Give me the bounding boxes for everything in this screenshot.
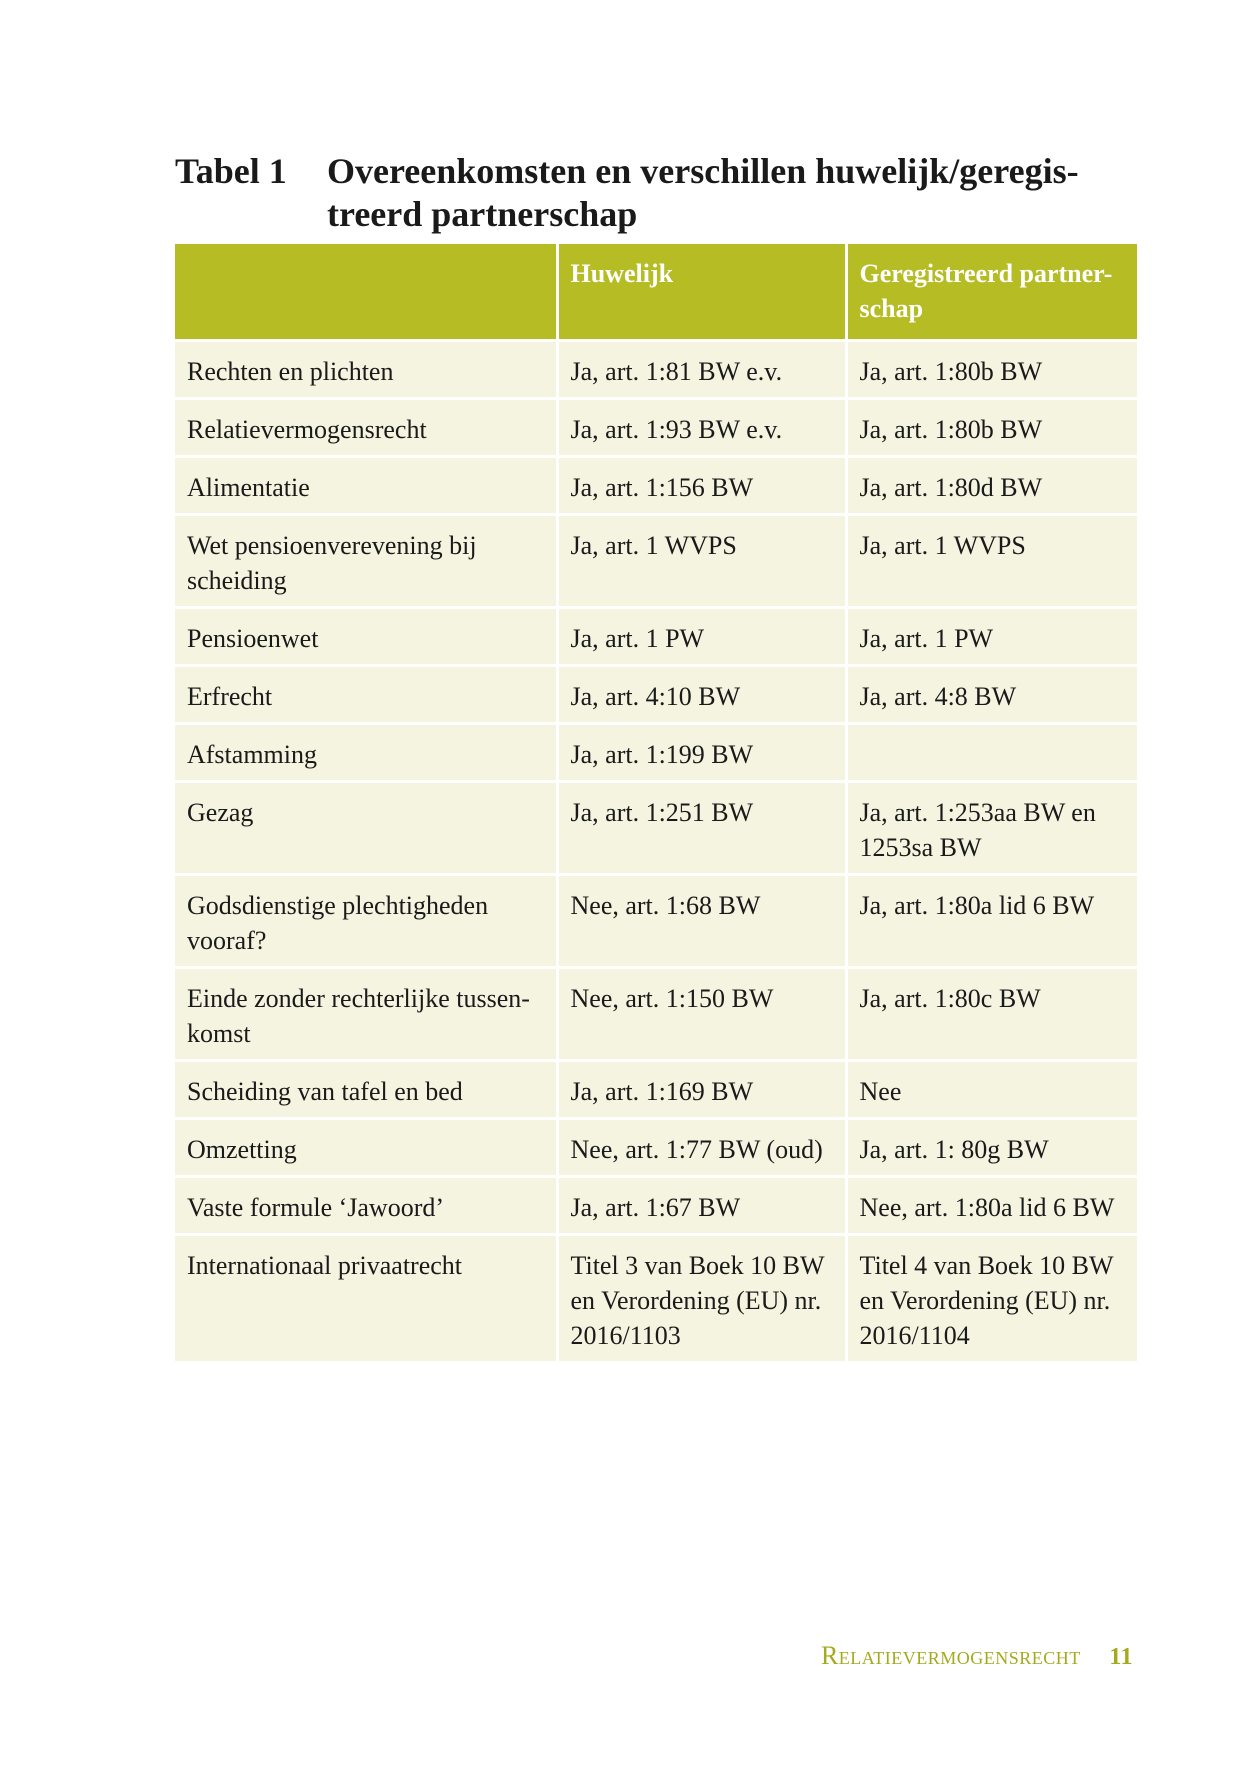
partnerschap-cell: Ja, art. 1 WVPS (846, 515, 1137, 608)
table-row (175, 1235, 1137, 1363)
table-row (175, 1061, 1137, 1119)
huwelijk-cell: Ja, art. 1 WVPS (557, 515, 846, 608)
row-label: Scheiding van tafel en bed (175, 1061, 557, 1119)
row-label: Rechten en plichten (175, 341, 557, 399)
row-label: Alimentatie (175, 457, 557, 515)
table-row (175, 875, 1137, 968)
partnerschap-cell: Ja, art. 1:80b BW (846, 341, 1137, 399)
page-number: 11 (1109, 1644, 1133, 1670)
table-row (175, 666, 1137, 724)
huwelijk-cell: Ja, art. 1:199 BW (557, 724, 846, 782)
partnerschap-cell: Ja, art. 1:80d BW (846, 457, 1137, 515)
table-row (175, 782, 1137, 875)
table-title (175, 150, 1135, 236)
partnerschap-cell: Ja, art. 1:253aa BW en 1253sa BW (846, 782, 1137, 875)
row-label: Afstamming (175, 724, 557, 782)
table-row (175, 515, 1137, 608)
huwelijk-cell: Ja, art. 1:81 BW e.v. (557, 341, 846, 399)
row-label: Relatievermogensrecht (175, 399, 557, 457)
partnerschap-cell: Ja, art. 1: 80g BW (846, 1119, 1137, 1177)
huwelijk-cell: Ja, art. 1:156 BW (557, 457, 846, 515)
header-cell-partnerschap: Geregistreerd partner-schap (846, 244, 1137, 341)
table-row (175, 968, 1137, 1061)
running-title: Relatievermogensrecht (820, 1641, 1081, 1670)
huwelijk-cell: Nee, art. 1:68 BW (557, 875, 846, 968)
row-label: Gezag (175, 782, 557, 875)
partnerschap-cell: Ja, art. 1 PW (846, 608, 1137, 666)
partnerschap-cell (846, 724, 1137, 782)
huwelijk-cell: Ja, art. 4:10 BW (557, 666, 846, 724)
huwelijk-cell: Ja, art. 1:67 BW (557, 1177, 846, 1235)
table-row (175, 457, 1137, 515)
huwelijk-cell: Ja, art. 1:251 BW (557, 782, 846, 875)
page-footer (821, 1641, 1133, 1671)
partnerschap-cell: Titel 4 van Boek 10 BW en Verordening (EU) nr. 2016/1104 (846, 1235, 1137, 1363)
table-row (175, 399, 1137, 457)
row-label: Pensioenwet (175, 608, 557, 666)
table-number: Tabel 1 (175, 151, 287, 191)
row-label: Erfrecht (175, 666, 557, 724)
row-label: Wet pensioenverevening bij scheiding (175, 515, 557, 608)
partnerschap-cell: Nee (846, 1061, 1137, 1119)
row-label: Godsdienstige plechtigheden vooraf? (175, 875, 557, 968)
table-row (175, 608, 1137, 666)
table-row (175, 1119, 1137, 1177)
header-cell-empty (175, 244, 557, 341)
table-row (175, 341, 1137, 399)
row-label: Einde zonder rechterlijke tussen-komst (175, 968, 557, 1061)
huwelijk-cell: Ja, art. 1:169 BW (557, 1061, 846, 1119)
huwelijk-cell: Nee, art. 1:77 BW (oud) (557, 1119, 846, 1177)
table-row (175, 1177, 1137, 1235)
partnerschap-cell: Ja, art. 1:80b BW (846, 399, 1137, 457)
table-row (175, 724, 1137, 782)
row-label: Vaste formule ‘Jawoord’ (175, 1177, 557, 1235)
table-caption: Overeenkomsten en verschillen huwelijk/geregis-treerd partnerschap (327, 151, 1079, 234)
partnerschap-cell: Ja, art. 1:80c BW (846, 968, 1137, 1061)
row-label: Internationaal privaatrecht (175, 1235, 557, 1363)
table-header-row (175, 244, 1137, 341)
huwelijk-cell: Ja, art. 1 PW (557, 608, 846, 666)
huwelijk-cell: Nee, art. 1:150 BW (557, 968, 846, 1061)
header-cell-huwelijk: Huwelijk (557, 244, 846, 341)
huwelijk-cell: Ja, art. 1:93 BW e.v. (557, 399, 846, 457)
huwelijk-cell: Titel 3 van Boek 10 BW en Verordening (EU) nr. 2016/1103 (557, 1235, 846, 1363)
partnerschap-cell: Nee, art. 1:80a lid 6 BW (846, 1177, 1137, 1235)
partnerschap-cell: Ja, art. 4:8 BW (846, 666, 1137, 724)
row-label: Omzetting (175, 1119, 557, 1177)
partnerschap-cell: Ja, art. 1:80a lid 6 BW (846, 875, 1137, 968)
comparison-table (175, 244, 1137, 1364)
